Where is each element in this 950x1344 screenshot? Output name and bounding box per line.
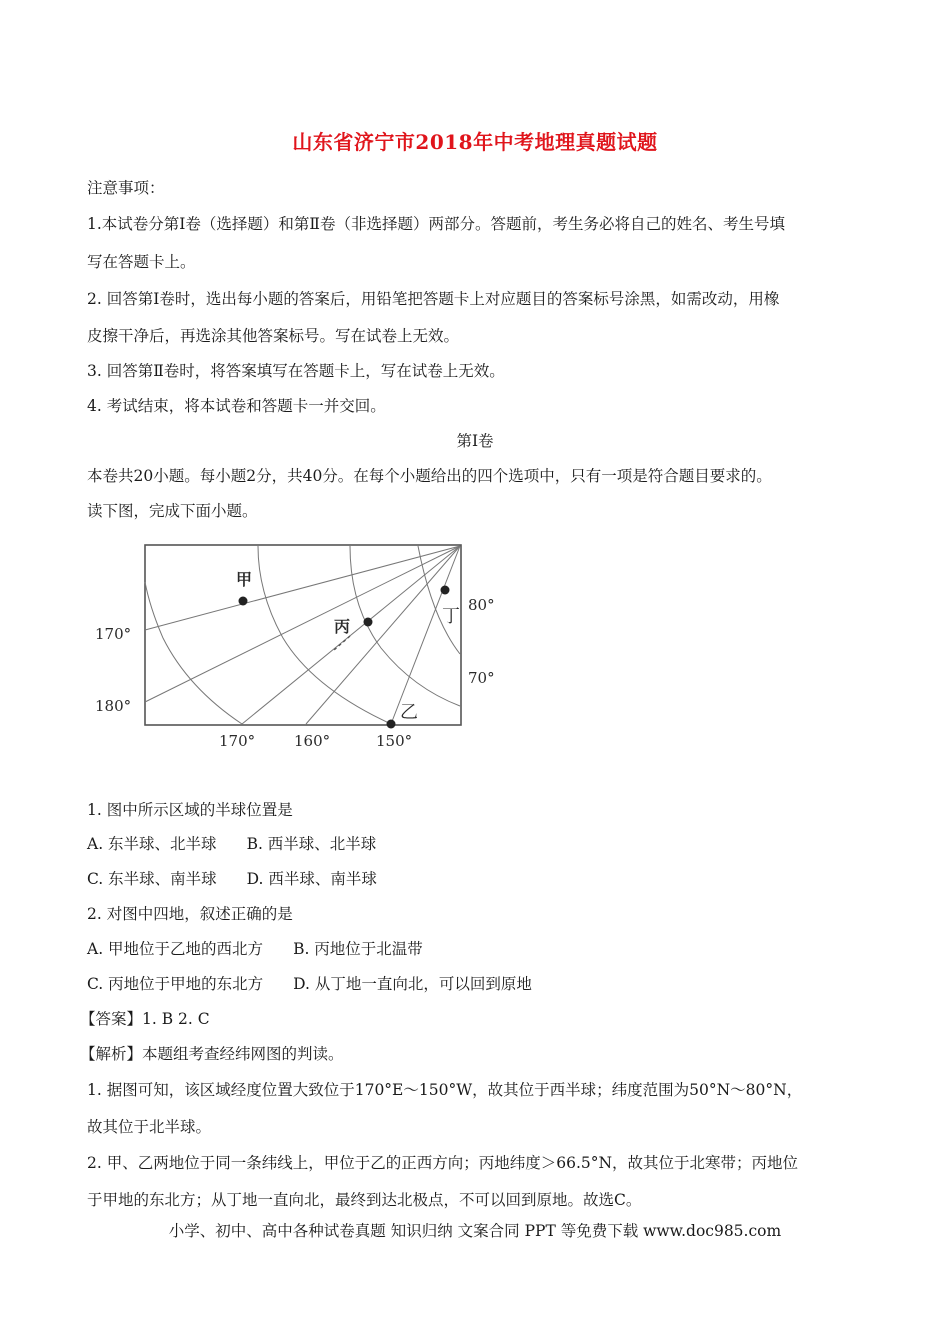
- notice-line-2: 写在答题卡上。: [87, 253, 196, 271]
- q2-options-cd: [87, 974, 867, 994]
- point-ding: [441, 586, 450, 595]
- explain-line-1: 1. 据图可知，该区域经度位置大致位于170°E～150°W，故其位于西半球；纬度范围为50°N～80°N，: [87, 1081, 803, 1099]
- q1-option-b: B. 西半球、北半球: [246, 835, 377, 853]
- notice-heading: 注意事项：: [87, 179, 165, 197]
- label-ding: 丁: [442, 606, 460, 627]
- q2-option-d: D. 从丁地一直向北，可以回到原地: [293, 975, 532, 993]
- label-lat-80: 80°: [468, 596, 495, 614]
- q1-option-a: A. 东半球、北半球: [87, 835, 217, 853]
- analysis-line: 【解析】本题组考查经纬网图的判读。: [80, 1045, 344, 1063]
- label-lon-160-bottom: 160°: [294, 732, 331, 750]
- page-footer: 小学、初中、高中各种试卷真题 知识归纳 文案合同 PPT 等免费下载 www.doc985.com: [168, 1222, 782, 1240]
- q2-option-b: B. 丙地位于北温带: [293, 940, 423, 958]
- q2-option-c: C. 丙地位于甲地的东北方: [87, 975, 264, 993]
- label-bing: 丙: [334, 617, 351, 636]
- q1-options-ab: [87, 834, 867, 854]
- point-jia: [239, 597, 248, 606]
- notice-line-5: 3. 回答第Ⅱ卷时，将答案填写在答题卡上，写在试卷上无效。: [87, 362, 505, 380]
- map-frame: [145, 545, 461, 725]
- q2-stem: 2. 对图中四地，叙述正确的是: [87, 905, 293, 923]
- q1-option-c: C. 东半球、南半球: [87, 870, 217, 888]
- notice-line-4: 皮擦干净后，再选涂其他答案标号。写在试卷上无效。: [87, 327, 460, 345]
- explain-line-2: 故其位于北半球。: [87, 1118, 212, 1136]
- label-lat-70: 70°: [468, 669, 495, 687]
- notice-line-3: 2. 回答第Ⅰ卷时，选出每小题的答案后，用铅笔把答题卡上对应题目的答案标号涂黑，如需改动，用橡: [87, 290, 780, 308]
- answer-line: 【答案】1. B 2. C: [80, 1010, 210, 1028]
- label-lon-170-left: 170°: [95, 625, 132, 643]
- q1-options-cd: [87, 869, 867, 889]
- label-yi: 乙: [400, 702, 418, 723]
- document-title: 山东省济宁市2018年中考地理真题试题: [292, 130, 658, 154]
- label-lon-150-bottom: 150°: [376, 732, 413, 750]
- figure-prompt: 读下图，完成下面小题。: [87, 502, 258, 520]
- q1-option-d: D. 西半球、南半球: [246, 870, 377, 888]
- label-lon-170-bottom: 170°: [219, 732, 256, 750]
- notice-line-1: 1.本试卷分第Ⅰ卷（选择题）和第Ⅱ卷（非选择题）两部分。答题前，考生务必将自己的姓名、考生号填: [87, 215, 785, 233]
- section-title: 第Ⅰ卷: [456, 432, 494, 450]
- q1-stem: 1. 图中所示区域的半球位置是: [87, 801, 293, 819]
- section-intro: 本卷共20小题。每小题2分，共40分。在每个小题给出的四个选项中，只有一项是符合题目要求的。: [87, 467, 772, 485]
- label-jia: 甲: [236, 570, 253, 589]
- parallel-arcs: [145, 546, 460, 724]
- graticule-figure: [88, 538, 508, 753]
- notice-line-6: 4. 考试结束，将本试卷和答题卡一并交回。: [87, 397, 386, 415]
- q2-option-a: A. 甲地位于乙地的西北方: [87, 940, 264, 958]
- explain-line-4: 于甲地的东北方；从丁地一直向北，最终到达北极点，不可以回到原地。故选C。: [87, 1191, 642, 1209]
- label-lon-180-left: 180°: [95, 697, 132, 715]
- explain-line-3: 2. 甲、乙两地位于同一条纬线上，甲位于乙的正西方向；丙地纬度＞66.5°N，故其位于北寒带；丙地位: [87, 1154, 799, 1172]
- meridian-lines: [145, 546, 460, 724]
- q2-options-ab: [87, 939, 867, 959]
- point-bing: [364, 618, 373, 627]
- point-yi: [387, 720, 396, 729]
